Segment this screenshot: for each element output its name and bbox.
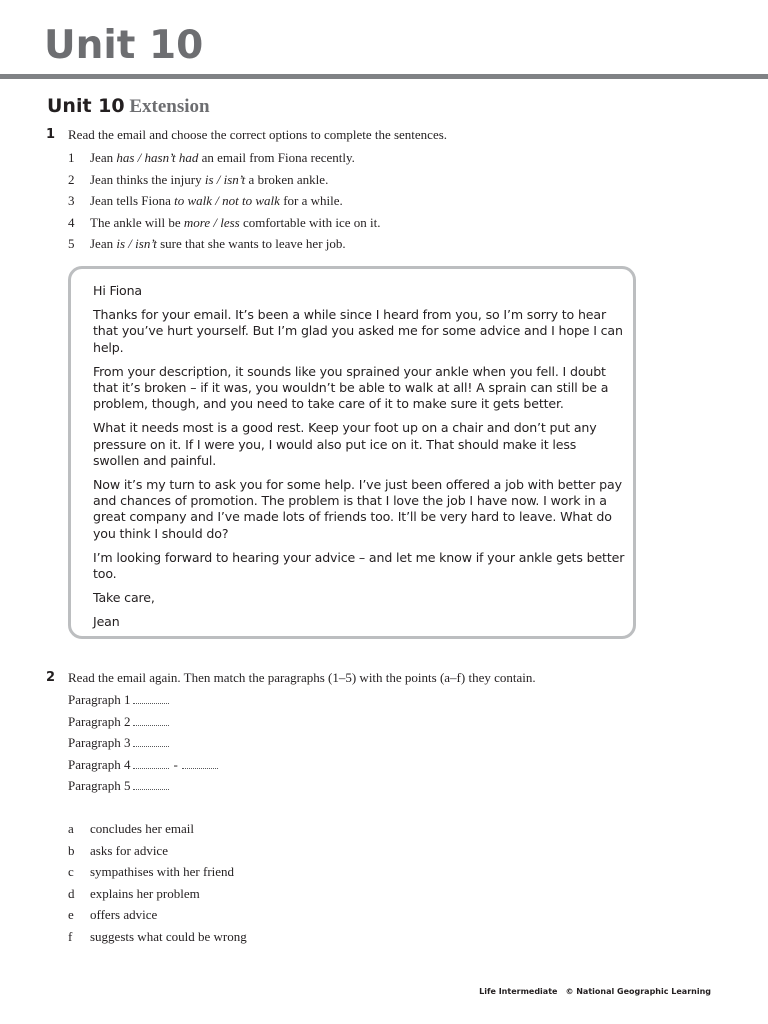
section-title [47, 93, 210, 120]
email-paragraph-4: Now it’s my turn to ask you for some help. I’ve just been offered a job with better pay and chances of promotion. The problem is that I love the job I have now. I work in a great company and I’ve made lots of friends too. It’ll be very hard to leave. What do you think I should do? [93, 477, 622, 541]
footer-book-title: Life Intermediate [479, 987, 558, 996]
email-paragraph-3: What it needs most is a good rest. Keep your foot up on a chair and don’t put any pressure on it. If I were you, I would also put ice on it. That should make it less swollen and painful. [93, 420, 597, 468]
email-paragraph-1: Thanks for your email. It’s been a while since I heard from you, so I’m sorry to hear that you’ve hurt yourself. But I’m glad you asked me for some advice and I hope I can help. [93, 307, 623, 355]
exercise-2-number: 2 [46, 670, 56, 685]
option-choice[interactable]: more / less [183, 214, 240, 230]
list-item: 1 Jean has / hasn’t had an email from Fiona recently. [68, 150, 355, 165]
list-item: Paragraph 4 - [68, 754, 218, 776]
option-choice[interactable]: is / isn’t [116, 236, 157, 251]
email-greeting: Hi Fiona [93, 283, 143, 298]
list-item: a concludes her email [68, 821, 194, 836]
answer-blank[interactable] [182, 756, 218, 769]
points-list [68, 818, 247, 947]
exercise-1-number: 1 [46, 127, 56, 142]
list-item: Paragraph 3 [68, 732, 218, 754]
email-paragraph-2: From your description, it sounds like you sprained your ankle when you fell. I doubt that it’s broken – if it was, you wouldn’t be able to walk at all! A sprain can still be a problem, though, and you need to take care of it to make sure it gets better. [93, 363, 609, 412]
answer-blank[interactable] [133, 734, 169, 747]
dash-separator: - [173, 756, 178, 772]
page-footer [479, 987, 711, 996]
list-item: f suggests what could be wrong [68, 928, 247, 944]
list-item: Paragraph 5 [68, 775, 218, 797]
section-extension: Extension [129, 96, 210, 117]
list-item: 5 Jean is / isn’t sure that she wants to leave her job. [68, 236, 346, 251]
email-box [68, 266, 636, 639]
option-choice[interactable]: to walk / not to walk [174, 193, 280, 208]
email-signature: Jean [93, 614, 120, 630]
section-unit: Unit 10 [47, 95, 125, 117]
list-item: 3 Jean tells Fiona to walk / not to walk for a while. [68, 193, 343, 208]
header-rule [0, 74, 768, 79]
list-item: Paragraph 1 [68, 689, 218, 711]
email-signoff: Take care, [93, 590, 155, 606]
exercise-1-instruction: Read the email and choose the correct options to complete the sentences. [68, 127, 448, 142]
list-item: 4 The ankle will be more / less comfortable with ice on it. [68, 214, 381, 230]
exercise-2-instruction: Read the email again. Then match the paragraphs (1–5) with the points (a–f) they contain. [68, 670, 536, 685]
footer-copyright: © National Geographic Learning [565, 987, 711, 996]
option-choice[interactable]: has / hasn’t had [116, 150, 199, 165]
option-choice[interactable]: is / isn’t [204, 171, 246, 187]
email-paragraph-5: I’m looking forward to hearing your advice – and let me know if your ankle gets better too. [93, 549, 625, 582]
list-item: 2 Jean thinks the injury is / isn’t a broken ankle. [68, 171, 329, 187]
email-text [93, 283, 625, 639]
list-item: Paragraph 2 [68, 711, 218, 733]
list-item: d explains her problem [68, 885, 200, 901]
list-item: c sympathises with her friend [68, 864, 235, 879]
list-item: b asks for advice [68, 842, 168, 858]
paragraph-answer-list [68, 689, 218, 797]
answer-blank[interactable] [133, 756, 169, 769]
answer-blank[interactable] [133, 713, 169, 726]
answer-blank[interactable] [133, 777, 169, 790]
page-header-title: Unit 10 [44, 23, 204, 68]
exercise-1-list [68, 147, 381, 255]
list-item: e offers advice [68, 907, 158, 922]
answer-blank[interactable] [133, 691, 169, 704]
